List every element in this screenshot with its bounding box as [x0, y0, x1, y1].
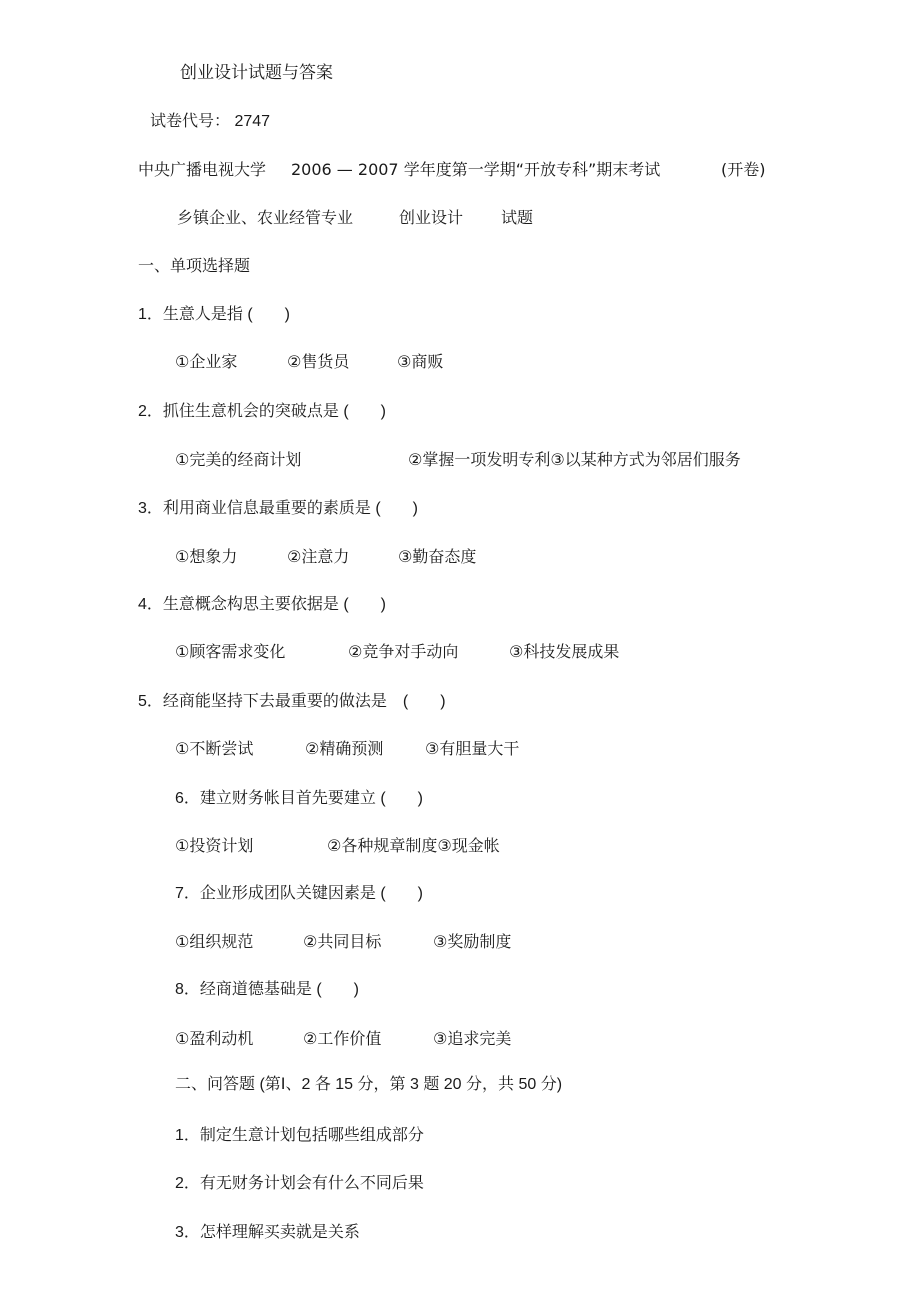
- option-1: ①盈利动机: [175, 1029, 254, 1048]
- option-1: ①企业家: [175, 352, 238, 371]
- paper-code: 试卷代号： 2747: [150, 113, 271, 130]
- question-text: 6．建立财务帐目首先要建立 ( ): [175, 790, 424, 807]
- essay-question-2: 2．有无财务计划会有什么不同后果: [175, 1175, 424, 1192]
- course-name: 创业设计: [399, 208, 464, 227]
- question-text: 2．抓住生意机会的突破点是 ( ): [138, 403, 387, 420]
- option-1: ①想象力: [175, 547, 238, 566]
- option-1: ①顾客需求变化: [175, 642, 286, 661]
- option-2: ②共同目标: [303, 932, 382, 951]
- option-2: ②掌握一项发明专利③以某种方式为邻居们服务: [408, 450, 741, 469]
- paper-label: 试题: [501, 208, 534, 227]
- option-1: ①投资计划: [175, 836, 254, 855]
- exam-type: (开卷): [721, 160, 766, 179]
- option-3: ③勤奋态度: [398, 547, 477, 566]
- question-text: 4．生意概念构思主要依据是 ( ): [138, 596, 387, 613]
- question-text: 7．企业形成团队关键因素是 ( ): [175, 885, 424, 902]
- essay-question-3: 3．怎样理解买卖就是关系: [175, 1224, 360, 1241]
- option-3: ③追求完美: [433, 1029, 512, 1048]
- option-3: ③科技发展成果: [509, 642, 620, 661]
- essay-question-1: 1．制定生意计划包括哪些组成部分: [175, 1127, 424, 1144]
- option-3: ③有胆量大干: [425, 739, 520, 758]
- option-2: ②注意力: [287, 547, 350, 566]
- question-text: 8．经商道德基础是 ( ): [175, 981, 360, 998]
- option-1: ①不断尝试: [175, 739, 254, 758]
- option-1: ①组织规范: [175, 932, 254, 951]
- option-1: ①完美的经商计划: [175, 450, 302, 469]
- option-3: ③商贩: [397, 352, 444, 371]
- major-name: 乡镇企业、农业经管专业: [177, 208, 354, 227]
- option-2: ②精确预测: [305, 739, 384, 758]
- question-text: 1．生意人是指 ( ): [138, 306, 291, 323]
- section-heading: 一、单项选择题: [138, 256, 251, 275]
- option-2: ②售货员: [287, 352, 350, 371]
- option-2: ②工作价值: [303, 1029, 382, 1048]
- question-text: 5．经商能坚持下去最重要的做法是 ( ): [138, 693, 446, 710]
- university-name: 中央广播电视大学: [138, 160, 267, 179]
- option-3: ③奖励制度: [433, 932, 512, 951]
- document-title: 创业设计试题与答案: [180, 63, 333, 83]
- question-text: 3．利用商业信息最重要的素质是 ( ): [138, 500, 419, 517]
- option-2: ②各种规章制度③现金帐: [327, 836, 500, 855]
- exam-term: 2006 — 2007 学年度第一学期“开放专科”期末考试: [291, 160, 661, 179]
- option-2: ②竞争对手动向: [348, 642, 459, 661]
- section-heading: 二、问答题 (第Ⅰ、2 各 15 分，第 3 题 20 分，共 50 分): [175, 1076, 563, 1093]
